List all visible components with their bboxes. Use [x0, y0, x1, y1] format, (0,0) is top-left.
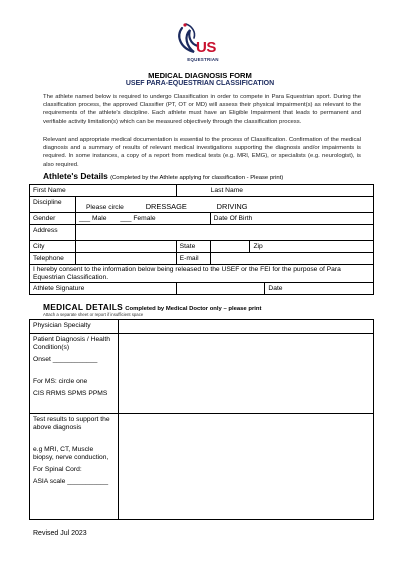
gender-field[interactable]: [75, 213, 210, 225]
intro-paragraph-2: Relevant and appropriate medical documentation is essential to the process of Classification. Confirmation of the medical diagnosis and a summary of results of relevant medical investigations supporting the diagnosis and/or impairments is required. In some instances, a copy of a report from medical tests (e.g. MRI, EMG), or specialists (e.g. neurologist), is also required.: [43, 137, 361, 168]
telephone-field[interactable]: [75, 253, 176, 265]
medical-details-heading: [43, 302, 261, 312]
physician-specialty-label: Physician Specialty: [30, 320, 119, 334]
please-circle-text: Please circle: [85, 204, 124, 211]
test-results-label: Test results to support the above diagnosis: [33, 416, 110, 431]
gender-label: Gender: [30, 213, 76, 225]
diagnosis-field[interactable]: [119, 334, 374, 414]
date-field[interactable]: [265, 283, 374, 295]
medical-details-table: [29, 319, 374, 520]
patient-diagnosis-label: Patient Diagnosis / Health Condition(s): [33, 336, 110, 351]
revised-date: Revised Jul 2023: [33, 530, 87, 537]
zip-label: Zip: [253, 243, 263, 250]
medical-heading-note: Completed by Medical Doctor only – please print: [125, 306, 262, 312]
dressage-option[interactable]: DRESSAGE: [145, 202, 187, 211]
onset-label: Onset ____________: [33, 356, 98, 363]
address-label: Address: [30, 225, 76, 241]
athlete-signature-label: Athlete Signature: [33, 285, 85, 292]
telephone-label: Telephone: [30, 253, 76, 265]
attach-note: Attach a separate sheet or report if insufficient space: [43, 312, 144, 317]
form-subtitle: USEF PARA-EQUESTRIAN CLASSIFICATION: [125, 80, 275, 87]
first-name-label: First Name: [33, 187, 66, 194]
first-name-field[interactable]: [30, 185, 177, 197]
athlete-details-table: [29, 184, 374, 295]
logo-text: US: [196, 39, 216, 56]
asia-scale-label: ASIA scale ___________: [33, 478, 109, 485]
signature-line[interactable]: [176, 283, 265, 295]
state-label: State: [176, 241, 210, 253]
test-results-field[interactable]: [119, 414, 374, 520]
diagnosis-cell: [30, 334, 119, 414]
female-option[interactable]: ___ Female: [120, 215, 156, 222]
logo-subtext: EQUESTRIAN: [187, 57, 219, 62]
test-results-cell: [30, 414, 119, 520]
date-of-birth-field[interactable]: [210, 213, 373, 225]
consent-text: I hereby consent to the information below being released to the USEF or the FEI for the purpose of Para Equestrian Classification.: [30, 265, 374, 283]
athlete-heading-note: (Completed by the Athlete applying for classification - Please print): [110, 175, 284, 181]
address-field[interactable]: [75, 225, 373, 241]
intro-paragraph-1: The athlete named below is required to undergo Classification in order to compete in Para Equestrian sport. During the classification process, the approved Classifier (PT, OT or MD) will assess their physical impairment(s) as relevant to the requirements of the athlete's discipline. Each athlete must have an Eligible Impairment that leads to permanent and verifiable activity limitation(s) which can be measured objectively through the classification process.: [43, 94, 361, 125]
email-field[interactable]: [210, 253, 373, 265]
athlete-signature-field[interactable]: [30, 283, 177, 295]
ms-options[interactable]: CIS RRMS SPMS PPMS: [33, 390, 108, 397]
medical-heading-title: MEDICAL DETAILS: [43, 302, 124, 312]
state-field[interactable]: [210, 241, 250, 253]
driving-option[interactable]: DRIVING: [216, 202, 248, 211]
male-option[interactable]: ___ Male: [78, 215, 107, 222]
date-of-birth-label: Date Of Birth: [213, 215, 253, 222]
discipline-field[interactable]: [75, 197, 373, 213]
ms-circle-label: For MS: circle one: [33, 378, 88, 385]
city-field[interactable]: [75, 241, 176, 253]
athlete-heading-title: Athlete's Details: [43, 171, 108, 181]
discipline-label: Discipline: [30, 197, 76, 213]
physician-specialty-field[interactable]: [119, 320, 374, 334]
last-name-field[interactable]: [176, 185, 373, 197]
form-title: MEDICAL DIAGNOSIS FORM: [148, 71, 252, 80]
spinal-cord-label: For Spinal Cord:: [33, 466, 82, 473]
date-label: Date: [268, 285, 283, 292]
last-name-label: Last Name: [210, 187, 244, 194]
example-tests-text: e.g MRI, CT, Muscle biopsy, nerve conduction,: [33, 446, 109, 461]
city-label: City: [30, 241, 76, 253]
email-label: E-mail: [176, 253, 210, 265]
athlete-details-heading: [43, 171, 283, 181]
zip-field[interactable]: [250, 241, 374, 253]
